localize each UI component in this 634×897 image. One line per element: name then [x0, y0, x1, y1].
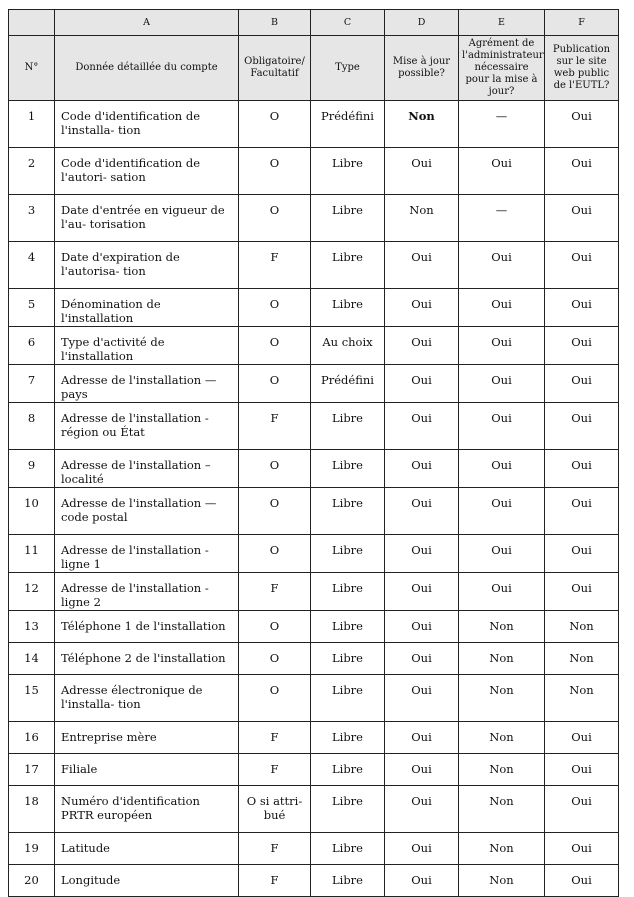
column-header: Agrément de l'administrateur nécessaire pour la mise à jour? [459, 36, 545, 101]
type-cell: Libre [311, 535, 385, 573]
update-possible-cell: Oui [385, 450, 459, 488]
mandatory-cell: O [239, 289, 311, 327]
mandatory-cell: O [239, 643, 311, 675]
update-possible-cell: Oui [385, 722, 459, 754]
type-cell: Libre [311, 195, 385, 242]
column-header: Publication sur le site web public de l'EUTL? [545, 36, 619, 101]
field-name: Téléphone 2 de l'installation [55, 643, 239, 675]
approval-cell: Oui [459, 488, 545, 535]
approval-cell: Oui [459, 148, 545, 195]
update-possible-cell: Oui [385, 148, 459, 195]
type-cell: Libre [311, 611, 385, 643]
row-number: 12 [9, 573, 55, 611]
type-cell: Libre [311, 148, 385, 195]
column-letter: E [459, 10, 545, 36]
publication-cell: Non [545, 611, 619, 643]
table-row [9, 148, 619, 195]
mandatory-cell: F [239, 722, 311, 754]
update-possible-cell: Oui [385, 289, 459, 327]
mandatory-cell: O [239, 450, 311, 488]
field-name: Date d'entrée en vigueur de l'au- torisation [55, 195, 239, 242]
row-number: 11 [9, 535, 55, 573]
approval-cell: — [459, 101, 545, 148]
publication-cell: Oui [545, 833, 619, 865]
field-name: Code d'identification de l'autori- sation [55, 148, 239, 195]
update-possible-cell: Oui [385, 403, 459, 450]
type-cell: Libre [311, 573, 385, 611]
table-row [9, 611, 619, 643]
mandatory-cell: F [239, 242, 311, 289]
mandatory-cell: O [239, 148, 311, 195]
type-cell: Prédéfini [311, 101, 385, 148]
row-number: 13 [9, 611, 55, 643]
table-row [9, 327, 619, 365]
approval-cell: Non [459, 865, 545, 897]
row-number: 20 [9, 865, 55, 897]
table-row [9, 786, 619, 833]
table-row [9, 488, 619, 535]
update-possible-cell: Oui [385, 786, 459, 833]
update-possible-cell: Oui [385, 675, 459, 722]
row-number: 10 [9, 488, 55, 535]
row-number: 6 [9, 327, 55, 365]
publication-cell: Oui [545, 101, 619, 148]
field-name: Code d'identification de l'installa- tion [55, 101, 239, 148]
field-name: Longitude [55, 865, 239, 897]
row-number: 18 [9, 786, 55, 833]
mandatory-cell: O [239, 101, 311, 148]
field-name: Adresse de l'installation — pays [55, 365, 239, 403]
type-cell: Libre [311, 833, 385, 865]
row-number: 17 [9, 754, 55, 786]
table-row [9, 675, 619, 722]
column-letter: D [385, 10, 459, 36]
mandatory-cell: F [239, 865, 311, 897]
type-cell: Au choix [311, 327, 385, 365]
table-row [9, 643, 619, 675]
field-name: Téléphone 1 de l'installation [55, 611, 239, 643]
field-name: Adresse de l'installation - ligne 2 [55, 573, 239, 611]
approval-cell: Non [459, 675, 545, 722]
column-header: Obligatoire/ Facultatif [239, 36, 311, 101]
field-name: Adresse de l'installation – localité [55, 450, 239, 488]
row-number: 9 [9, 450, 55, 488]
approval-cell: Oui [459, 365, 545, 403]
publication-cell: Oui [545, 403, 619, 450]
type-cell: Libre [311, 450, 385, 488]
type-cell: Libre [311, 754, 385, 786]
publication-cell: Oui [545, 488, 619, 535]
approval-cell: — [459, 195, 545, 242]
type-cell: Libre [311, 289, 385, 327]
table-row [9, 865, 619, 897]
mandatory-cell: O [239, 535, 311, 573]
column-letter: C [311, 10, 385, 36]
mandatory-cell: F [239, 833, 311, 865]
column-header: N° [9, 36, 55, 101]
approval-cell: Oui [459, 573, 545, 611]
publication-cell: Non [545, 643, 619, 675]
table-row [9, 101, 619, 148]
row-number: 2 [9, 148, 55, 195]
column-letter [9, 10, 55, 36]
update-possible-cell: Non [385, 195, 459, 242]
account-details-table [8, 9, 619, 897]
mandatory-cell: O si attri- bué [239, 786, 311, 833]
type-cell: Prédéfini [311, 365, 385, 403]
approval-cell: Oui [459, 242, 545, 289]
update-possible-cell: Oui [385, 611, 459, 643]
mandatory-cell: O [239, 488, 311, 535]
field-name: Adresse électronique de l'installa- tion [55, 675, 239, 722]
row-number: 7 [9, 365, 55, 403]
update-possible-cell: Oui [385, 535, 459, 573]
field-name: Adresse de l'installation - ligne 1 [55, 535, 239, 573]
column-header: Type [311, 36, 385, 101]
column-letter: F [545, 10, 619, 36]
publication-cell: Oui [545, 289, 619, 327]
table-row [9, 722, 619, 754]
table-row [9, 754, 619, 786]
row-number: 15 [9, 675, 55, 722]
update-possible-cell: Oui [385, 865, 459, 897]
table-row [9, 833, 619, 865]
row-number: 8 [9, 403, 55, 450]
approval-cell: Non [459, 611, 545, 643]
publication-cell: Oui [545, 365, 619, 403]
row-number: 14 [9, 643, 55, 675]
update-possible-cell: Non [385, 101, 459, 148]
table-row [9, 573, 619, 611]
table-row [9, 289, 619, 327]
type-cell: Libre [311, 865, 385, 897]
approval-cell: Non [459, 833, 545, 865]
field-name: Entreprise mère [55, 722, 239, 754]
publication-cell: Non [545, 675, 619, 722]
type-cell: Libre [311, 643, 385, 675]
publication-cell: Oui [545, 327, 619, 365]
approval-cell: Non [459, 722, 545, 754]
column-letter: B [239, 10, 311, 36]
table-body [9, 101, 619, 897]
type-cell: Libre [311, 786, 385, 833]
approval-cell: Non [459, 643, 545, 675]
field-name: Date d'expiration de l'autorisa- tion [55, 242, 239, 289]
row-number: 1 [9, 101, 55, 148]
publication-cell: Oui [545, 535, 619, 573]
update-possible-cell: Oui [385, 573, 459, 611]
mandatory-cell: O [239, 611, 311, 643]
field-name: Adresse de l'installation — code postal [55, 488, 239, 535]
publication-cell: Oui [545, 195, 619, 242]
publication-cell: Oui [545, 148, 619, 195]
table-row [9, 450, 619, 488]
update-possible-cell: Oui [385, 242, 459, 289]
column-letter-row [9, 10, 619, 36]
table-row [9, 195, 619, 242]
publication-cell: Oui [545, 786, 619, 833]
update-possible-cell: Oui [385, 643, 459, 675]
field-name: Type d'activité de l'installation [55, 327, 239, 365]
field-name: Filiale [55, 754, 239, 786]
mandatory-cell: O [239, 675, 311, 722]
field-name: Latitude [55, 833, 239, 865]
publication-cell: Oui [545, 450, 619, 488]
table-row [9, 403, 619, 450]
approval-cell: Oui [459, 450, 545, 488]
publication-cell: Oui [545, 865, 619, 897]
approval-cell: Oui [459, 289, 545, 327]
publication-cell: Oui [545, 722, 619, 754]
approval-cell: Oui [459, 327, 545, 365]
mandatory-cell: F [239, 573, 311, 611]
update-possible-cell: Oui [385, 754, 459, 786]
type-cell: Libre [311, 488, 385, 535]
publication-cell: Oui [545, 754, 619, 786]
field-name: Numéro d'identification PRTR européen [55, 786, 239, 833]
type-cell: Libre [311, 722, 385, 754]
row-number: 5 [9, 289, 55, 327]
approval-cell: Non [459, 786, 545, 833]
header-row [9, 36, 619, 101]
mandatory-cell: F [239, 403, 311, 450]
table-row [9, 242, 619, 289]
table-row [9, 365, 619, 403]
approval-cell: Oui [459, 403, 545, 450]
update-possible-cell: Oui [385, 833, 459, 865]
type-cell: Libre [311, 242, 385, 289]
approval-cell: Oui [459, 535, 545, 573]
mandatory-cell: O [239, 365, 311, 403]
type-cell: Libre [311, 403, 385, 450]
row-number: 3 [9, 195, 55, 242]
update-possible-cell: Oui [385, 488, 459, 535]
field-name: Dénomination de l'installation [55, 289, 239, 327]
update-possible-cell: Oui [385, 365, 459, 403]
mandatory-cell: F [239, 754, 311, 786]
mandatory-cell: O [239, 327, 311, 365]
update-possible-cell: Oui [385, 327, 459, 365]
column-header: Donnée détaillée du compte [55, 36, 239, 101]
field-name: Adresse de l'installation - région ou État [55, 403, 239, 450]
mandatory-cell: O [239, 195, 311, 242]
column-letter: A [55, 10, 239, 36]
approval-cell: Non [459, 754, 545, 786]
table-row [9, 535, 619, 573]
publication-cell: Oui [545, 573, 619, 611]
row-number: 16 [9, 722, 55, 754]
column-header: Mise à jour possible? [385, 36, 459, 101]
publication-cell: Oui [545, 242, 619, 289]
row-number: 4 [9, 242, 55, 289]
row-number: 19 [9, 833, 55, 865]
type-cell: Libre [311, 675, 385, 722]
